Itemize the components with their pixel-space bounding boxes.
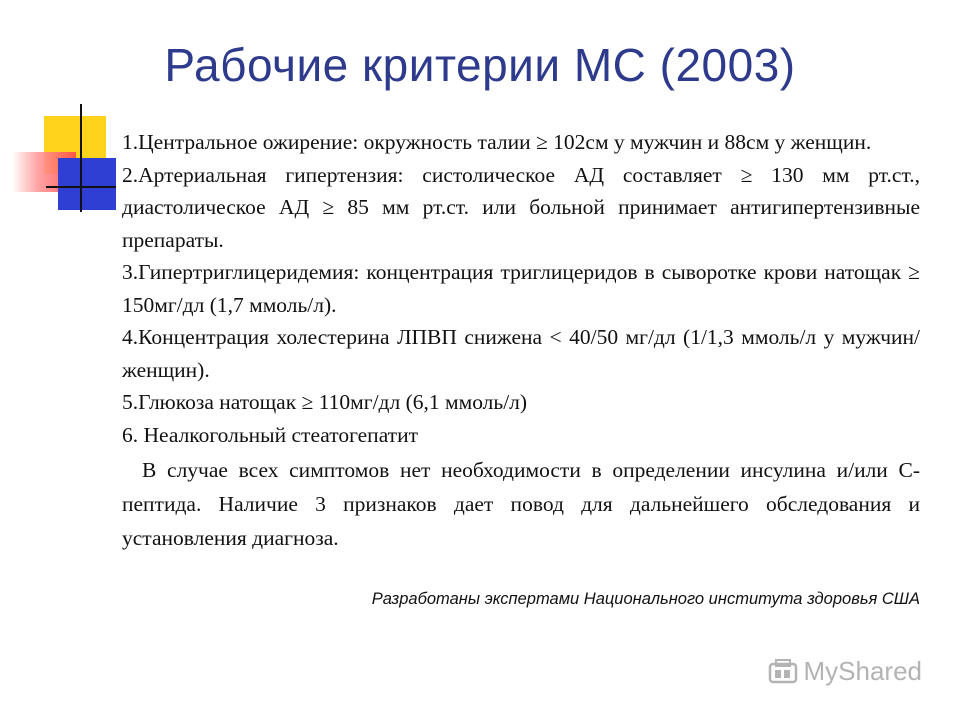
slide-title: Рабочие критерии МС (2003): [164, 39, 796, 91]
watermark-text: MyShared: [803, 656, 922, 686]
blue-square: [58, 158, 116, 210]
criterion-6: 6. Неалкогольный стеатогепатит: [122, 422, 418, 447]
criteria-list: [122, 126, 920, 555]
criterion-4: 4.Концентрация холестерина ЛПВП снижена < 40/50 мг/дл (1/1,3 ммоль/л у мужчин/женщин).: [122, 325, 920, 382]
criterion-5: 5.Глюкоза натощак ≥ 110мг/дл (6,1 ммоль/л): [122, 390, 528, 414]
criterion-2: 2.Артериальная гипертензия: систолическое АД составляет ≥ 130 мм рт.ст., диастолическое АД ≥ 85 мм рт.ст. или больной принимает антигипертензивные препараты.: [122, 162, 920, 252]
watermark: [768, 656, 923, 687]
criterion-3: 3.Гипертриглицеридемия: концентрация триглицеридов в сыворотке крови натощак ≥ 150мг/дл (1,7 ммоль/л).: [122, 260, 920, 317]
criterion-1: 1.Центральное ожирение: окружность талии ≥ 102см у мужчин и 88см у женщин.: [122, 130, 872, 154]
vertical-line: [80, 104, 82, 212]
decorative-ornament: [0, 0, 140, 230]
diagnosis-note: В случае всех симптомов нет необходимости в определении инсулина и/или С-пептида. Наличие 3 признаков дает повод для дальнейшего обследования и установления диагноза.: [122, 458, 920, 550]
source-credit: Разработаны экспертами Национального института здоровья США: [371, 590, 920, 608]
myshared-logo-icon: [768, 658, 798, 686]
horizontal-line: [46, 186, 116, 188]
